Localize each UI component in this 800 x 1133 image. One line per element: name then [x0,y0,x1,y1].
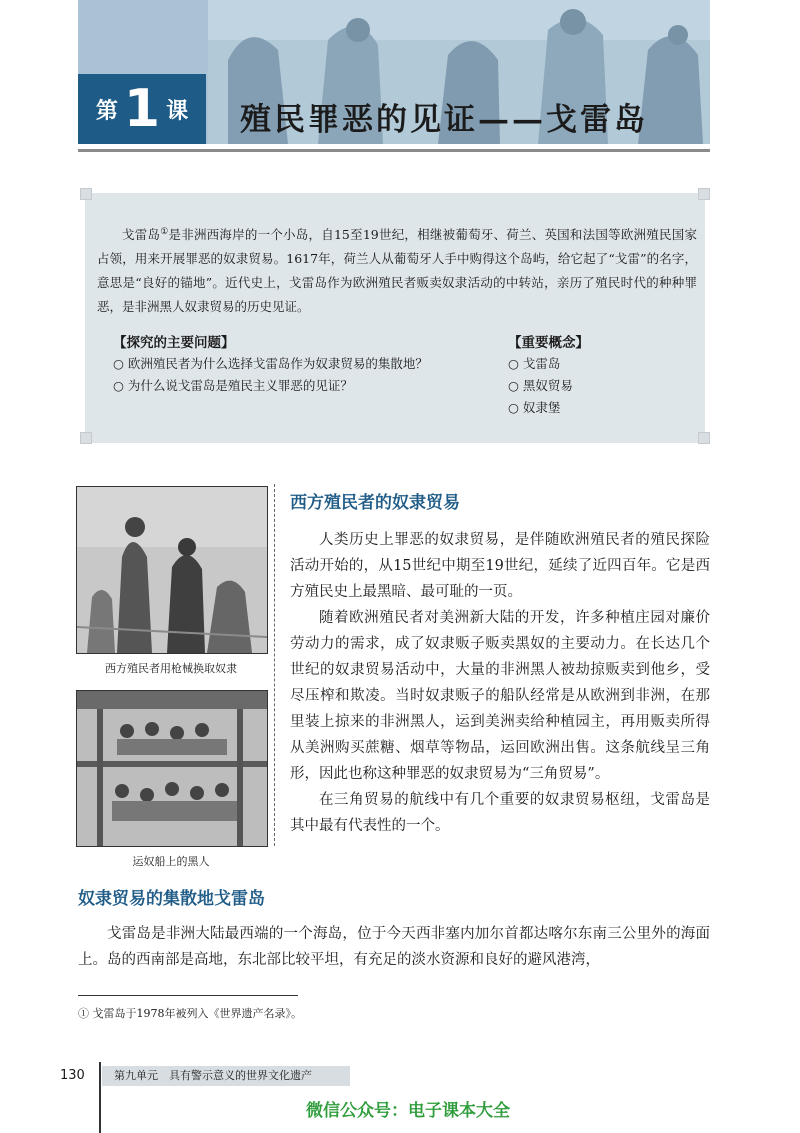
corner-marker [698,432,710,444]
questions-list [113,353,493,397]
lesson-number-tab [78,74,206,144]
page-number: 130 [60,1068,85,1083]
lesson-suffix: 课 [166,98,189,124]
questions-block [113,331,493,397]
photo-caption: 运奴船上的黑人 [132,855,210,868]
corner-marker [698,188,710,200]
footnote: ① 戈雷岛于1978年被列入《世界遗产名录》。 [78,1007,302,1020]
footer-rule [99,1062,101,1133]
unit-label: 第九单元 具有警示意义的世界文化遗产 [102,1066,350,1086]
intro-term: 戈雷岛 [122,227,161,243]
body-paragraph: 人类历史上罪恶的奴隶贸易，是伴随欧洲殖民者的殖民探险活动开始的，从15世纪中期至19世纪，延续了近四百年。它是西方殖民史上最黑暗、最可耻的一页。 [290,532,710,600]
concepts-heading: 【重要概念】 [508,335,589,351]
section-heading: 西方殖民者的奴隶贸易 [290,493,460,513]
footnote-mark: ① [160,227,169,237]
questions-heading: 【探究的主要问题】 [113,335,235,351]
body-paragraph: 随着欧洲殖民者对美洲新大陆的开发，许多种植庄园对廉价劳动力的需求，成了奴隶贩子贩卖黑奴的主要动力。在长达几个世纪的奴隶贸易活动中，大量的非洲黑人被劫掠贩卖到他乡，受尽压榨和欺凌。当时奴隶贩子的船队经常是从欧洲到非洲，在那里装上掠来的非洲黑人，运到美洲卖给种植园主，再用贩卖所得从美洲购买蔗糖、烟草等物品，运回欧洲出售。这条航线呈三角形，因此也称这种罪恶的奴隶贸易为“三角贸易”。 [290,610,710,782]
concept-item: ○ 戈雷岛 [508,353,658,375]
photo-gun-trade [76,486,268,654]
concepts-block [508,331,658,419]
body-paragraph: 在三角贸易的航线中有几个重要的奴隶贸易枢纽，戈雷岛是其中最有代表性的一个。 [290,792,710,834]
question-item: ○ 欧洲殖民者为什么选择戈雷岛作为奴隶贸易的集散地？ [113,353,493,375]
section-body [290,527,710,839]
section-heading: 奴隶贸易的集散地戈雷岛 [78,889,265,909]
question-item: ○ 为什么说戈雷岛是殖民主义罪恶的见证？ [113,375,493,397]
header-rule [78,149,710,152]
lesson-title: 殖民罪恶的见证——戈雷岛 [240,102,648,138]
lesson-prefix: 第 [95,98,118,124]
footnote-rule [78,995,298,996]
concept-item: ○ 黑奴贸易 [508,375,658,397]
intro-text: 是非洲西海岸的一个小岛，自15至19世纪，相继被葡萄牙、荷兰、英国和法国等欧洲殖民国家占领，用来开展罪恶的奴隶贸易。1617年，荷兰人从葡萄牙人手中购得这个岛屿，给它起了“戈雷”的名字，意思是“良好的锚地”。近代史上，戈雷岛作为欧洲殖民者贩卖奴隶活动的中转站，亲历了殖民时代的种种罪恶，是非洲黑人奴隶贸易的历史见证。 [97,227,697,315]
body-paragraph: 戈雷岛是非洲大陆最西端的一个海岛，位于今天西非塞内加尔首都达喀尔东南三公里外的海面上。岛的西南部是高地，东北部比较平坦，有充足的淡水资源和良好的避风港湾， [78,926,710,968]
column-divider [274,484,275,846]
engraving-image [77,487,267,653]
intro-paragraph [97,220,697,319]
concepts-list [508,353,658,419]
photo-caption: 西方殖民者用枪械换取奴隶 [105,662,237,675]
lesson-number: 1 [123,79,161,139]
watermark: 微信公众号：电子课本大全 [306,1101,510,1121]
engraving-image [77,691,267,846]
corner-marker [80,188,92,200]
concept-item: ○ 奴隶堡 [508,397,658,419]
photo-slave-ship [76,690,268,847]
corner-marker [80,432,92,444]
